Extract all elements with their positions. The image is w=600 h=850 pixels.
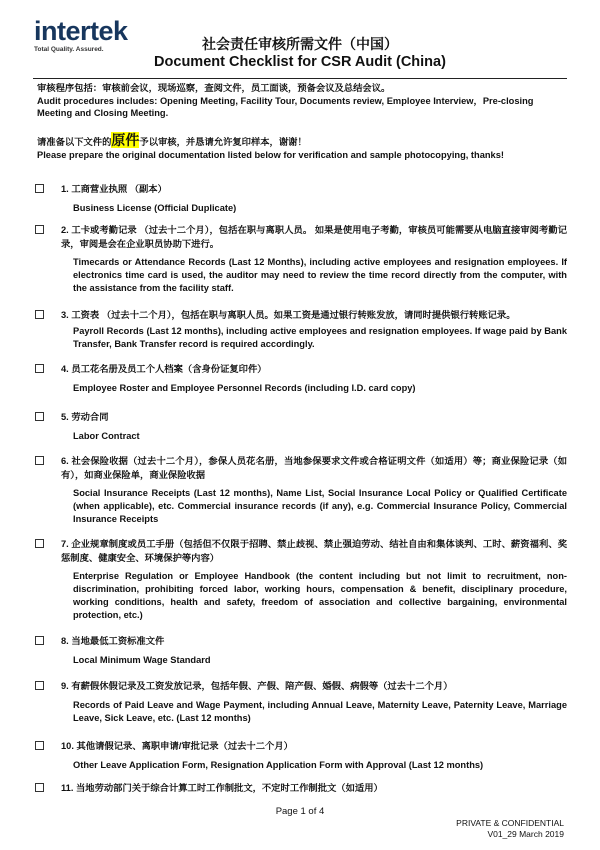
checklist-item	[35, 183, 567, 215]
item-en: Timecards or Attendance Records (Last 12 Months), including active employees and resignation employees. If electronics time card is used, the auditor may need to review the time record directly from the computer, with the assistance from the facility staff.	[73, 257, 567, 293]
audit-procedures-cn: 审核程序包括：审核前会议，现场巡察，查阅文件，员工面谈，预备会议及总结会议。	[37, 83, 391, 93]
document-title	[0, 36, 600, 71]
checklist-item	[35, 411, 567, 443]
original-highlight: 原件	[111, 132, 140, 148]
item-en: Other Leave Application Form, Resignation Application Form with Approval (Last 12 months)	[73, 759, 484, 770]
footer-confidential	[456, 818, 564, 840]
prepare-en: Please prepare the original documentation listed below for verification and sample photocopying, thanks!	[37, 150, 504, 160]
item-en: Social Insurance Receipts (Last 12 months), Name List, Social Insurance Local Policy or Qualified Certificate (when applicable), etc. Commercial insurance records (if any), e.g. Commercial Insurance Policy, Commercial Insurance Receipts	[73, 488, 567, 524]
checkbox-icon[interactable]	[35, 456, 44, 465]
item-en: Employee Roster and Employee Personnel Records (including I.D. card copy)	[73, 382, 416, 393]
item-cn: 9. 有薪假休假记录及工资发放记录，包括年假、产假、陪产假、婚假、病假等（过去十二个月）	[61, 681, 453, 691]
checklist-item	[35, 782, 567, 796]
item-cn: 3. 工资表 （过去十二个月），包括在职与离职人员。如果工资是通过银行转账发放，请同时提供银行转账记录。	[61, 310, 516, 320]
page-number: Page 1 of 4	[275, 806, 325, 817]
item-en: Labor Contract	[73, 430, 140, 441]
item-cn: 6. 社会保险收据（过去十二个月），参保人员花名册，当地参保要求文件或合格证明文件（如适用）等；商业保险记录（如有），如商业保险单，商业保险收据	[61, 456, 567, 480]
item-cn: 2. 工卡或考勤记录 （过去十二个月），包括在职与离职人员。 如果是使用电子考勤，审核员可能需要从电脑直接审阅考勤记录，审阅是会在企业职员协助下进行。	[61, 225, 567, 249]
confidential-label: PRIVATE & CONFIDENTIAL	[456, 818, 564, 828]
checkbox-icon[interactable]	[35, 225, 44, 234]
checklist-item	[35, 455, 567, 526]
item-cn: 7. 企业规章制度或员工手册（包括但不仅限于招聘、禁止歧视、禁止强迫劳动、结社自由和集体谈判、工时、薪资福利、奖惩制度、健康安全、环境保护等内容）	[61, 539, 567, 563]
prepare-cn-after: 予以审核，并恳请允许复印样本，谢谢！	[139, 137, 307, 147]
item-cn: 11. 当地劳动部门关于综合计算工时工作制批文，不定时工作制批文（如适用）	[61, 783, 383, 793]
item-en: Business License (Official Duplicate)	[73, 202, 237, 213]
checkbox-icon[interactable]	[35, 681, 44, 690]
item-en: Payroll Records (Last 12 months), including active employees and resignation employees. If wage paid by Bank Transfer, Bank Transfer record is required accordingly.	[73, 325, 567, 349]
item-cn: 10. 其他请假记录、离职申请/审批记录（过去十二个月）	[61, 741, 293, 751]
header-divider	[33, 78, 567, 79]
version-label: V01_29 March 2019	[487, 829, 564, 839]
checkbox-icon[interactable]	[35, 783, 44, 792]
checklist-item	[35, 363, 567, 395]
item-cn: 4. 员工花名册及员工个人档案（含身份证复印件）	[61, 364, 267, 374]
audit-procedures	[37, 82, 567, 120]
title-english: Document Checklist for CSR Audit (China)	[154, 54, 446, 70]
prepare-instructions	[37, 134, 567, 162]
checkbox-icon[interactable]	[35, 412, 44, 421]
checkbox-icon[interactable]	[35, 310, 44, 319]
prepare-cn-before: 请准备以下文件的	[37, 137, 112, 147]
item-en: Local Minimum Wage Standard	[73, 654, 211, 665]
logo-tagline: Total Quality. Assured.	[34, 46, 104, 53]
checkbox-icon[interactable]	[35, 539, 44, 548]
checklist-item	[35, 538, 567, 622]
logo-wordmark: intertek	[34, 16, 128, 46]
title-chinese: 社会责任审核所需文件（中国）	[202, 36, 398, 52]
checklist-item	[35, 224, 567, 295]
prepare-cn	[37, 134, 567, 149]
checkbox-icon[interactable]	[35, 636, 44, 645]
checkbox-icon[interactable]	[35, 741, 44, 750]
checklist-item	[35, 740, 567, 772]
checkbox-icon[interactable]	[35, 184, 44, 193]
item-cn: 8. 当地最低工资标准文件	[61, 636, 165, 646]
item-cn: 1. 工商营业执照 （副本）	[61, 184, 167, 194]
audit-procedures-en: Audit procedures includes: Opening Meeting, Facility Tour, Documents review, Employee Interview，Pre-closing Meeting and Closing Meeting.	[37, 95, 534, 119]
checklist-item	[35, 635, 567, 667]
checklist-item	[35, 309, 567, 351]
item-en: Records of Paid Leave and Wage Payment, including Annual Leave, Maternity Leave, Paternity Leave, Marriage Leave, Sick Leave, etc. (Last 12 months)	[73, 699, 567, 723]
item-en: Enterprise Regulation or Employee Handbook (the content including but not limit to recruitment, non-discrimination, prohibiting forced labor, working hours, compensation & benefit, disciplinary procedure, working conditions, health and safety, freedom of association and collective bargaining, environmental protection, etc.)	[73, 571, 567, 620]
item-cn: 5. 劳动合同	[61, 412, 109, 422]
checklist-item	[35, 680, 567, 725]
checkbox-icon[interactable]	[35, 364, 44, 373]
